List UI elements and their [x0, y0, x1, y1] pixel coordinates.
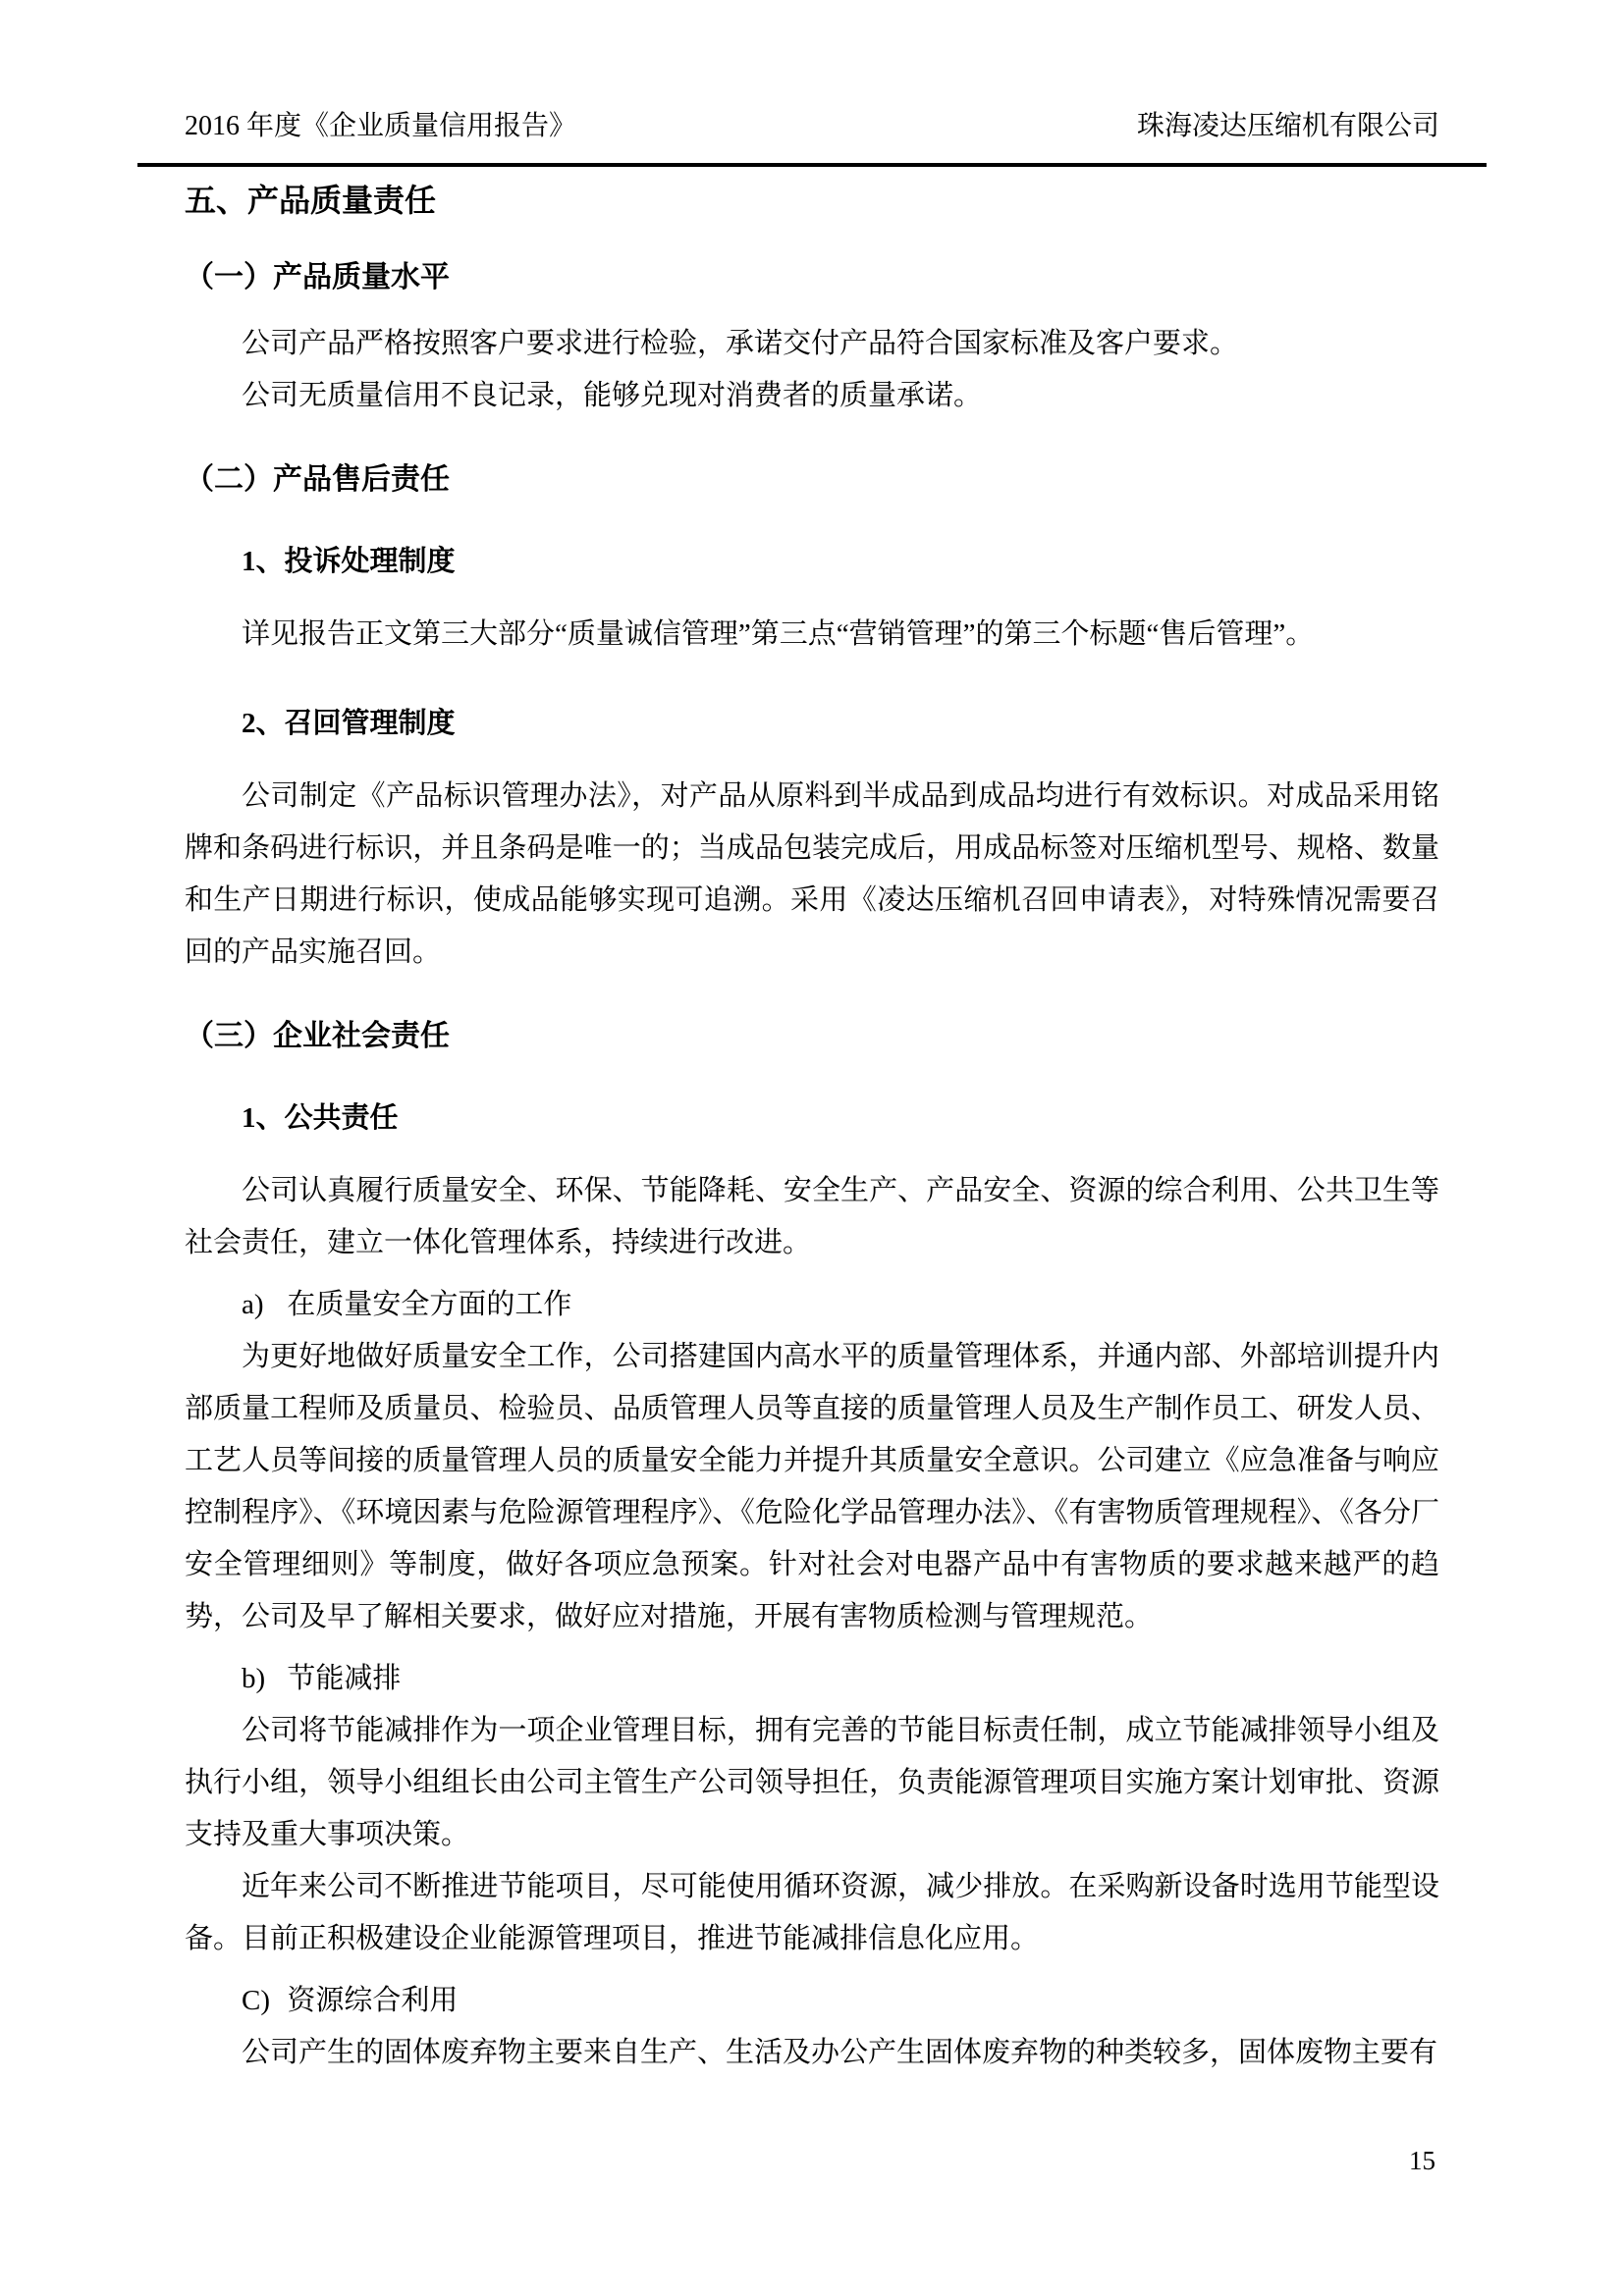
subheading-public-responsibility: 1、公共责任: [242, 1102, 399, 1134]
list-item-energy-saving-emission-reduction: [185, 1653, 1439, 1705]
subheading-recall-management-system: 2、召回管理制度: [242, 708, 456, 739]
paragraph: 近年来公司不断推进节能项目，尽可能使用循环资源，减少排放。在采购新设备时选用节能型设备。目前正积极建设企业能源管理项目，推进节能减排信息化应用。: [185, 1871, 1439, 1954]
heading-after-sales-responsibility: （二）产品售后责任: [185, 463, 450, 496]
paragraph: 公司将节能减排作为一项企业管理目标，拥有完善的节能目标责任制，成立节能减排领导小组及执行小组，领导小组组长由公司主管生产公司领导担任，负责能源管理项目实施方案计划审批、资源支持及重大事项决策。: [185, 1715, 1439, 1850]
subheading-complaint-handling-system: 1、投诉处理制度: [242, 546, 456, 577]
paragraph: 为更好地做好质量安全工作，公司搭建国内高水平的质量管理体系，并通内部、外部培训提升内部质量工程师及质量员、检验员、品质管理人员等直接的质量管理人员及生产制作员工、研发人员、工艺人员等间接的质量管理人员的质量安全能力并提升其质量安全意识。公司建立《应急准备与响应控制程序》、《环境因素与危险源管理程序》、《危险化学品管理办法》、《有害物质管理规程》、《各分厂安全管理细则》等制度，做好各项应急预案。针对社会对电器产品中有害物质的要求越来越严的趋势，公司及早了解相关要求，做好应对措施，开展有害物质检测与管理规范。: [185, 1341, 1439, 1632]
heading-corporate-social-responsibility: （三）企业社会责任: [185, 1020, 450, 1052]
document-body: [185, 181, 1439, 2079]
paragraph: 公司制定《产品标识管理办法》，对产品从原料到半成品到成品均进行有效标识。对成品采用铭牌和条码进行标识，并且条码是唯一的；当成品包装完成后，用成品标签对压缩机型号、规格、数量和生产日期进行标识，使成品能够实现可追溯。采用《凌达压缩机召回申请表》，对特殊情况需要召回的产品实施召回。: [185, 780, 1439, 968]
header-company-name: 珠海凌达压缩机有限公司: [1136, 111, 1439, 141]
section-title-product-quality-responsibility: 五、产品质量责任: [185, 183, 437, 218]
paragraph: 公司产生的固体废弃物主要来自生产、生活及办公产生固体废弃物的种类较多，固体废物主要有: [242, 2037, 1438, 2068]
list-item-marker: a): [242, 1289, 264, 1320]
paragraph: 公司产品严格按照客户要求进行检验，承诺交付产品符合国家标准及客户要求。: [242, 328, 1239, 359]
list-item-label: 资源综合利用: [287, 1985, 459, 2016]
page-number: 15: [1409, 2146, 1435, 2175]
list-item-label: 节能减排: [287, 1663, 402, 1694]
paragraph: 公司认真履行质量安全、环保、节能降耗、安全生产、产品安全、资源的综合利用、公共卫生等社会责任，建立一体化管理体系，持续进行改进。: [185, 1175, 1439, 1258]
list-item-label: 在质量安全方面的工作: [287, 1289, 572, 1320]
list-item-marker: b): [242, 1663, 266, 1694]
header-report-title: 2016 年度《企业质量信用报告》: [185, 111, 577, 141]
list-item-marker: C): [242, 1985, 270, 2016]
heading-product-quality-level: （一）产品质量水平: [185, 261, 450, 294]
paragraph: 详见报告正文第三大部分“质量诚信管理”第三点“营销管理”的第三个标题“售后管理”。: [242, 618, 1315, 650]
page-header: [137, 0, 1487, 167]
list-item-resource-comprehensive-utilization: [185, 1975, 1439, 2027]
list-item-quality-safety-work: [185, 1279, 1439, 1331]
paragraph: 公司无质量信用不良记录，能够兑现对消费者的质量承诺。: [242, 380, 983, 411]
